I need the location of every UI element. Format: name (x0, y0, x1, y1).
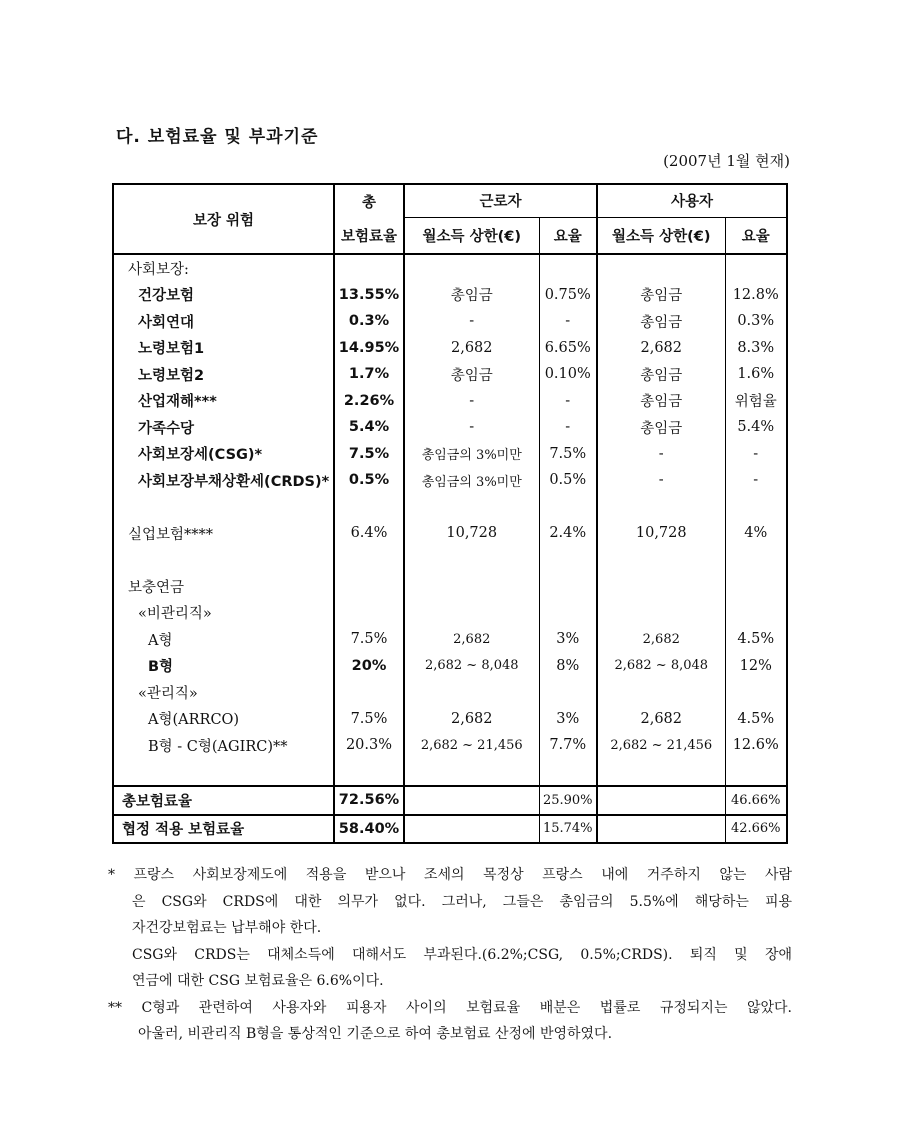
row-worker-cap: 총임금 (404, 361, 539, 388)
row-name: A형(ARRCO) (148, 712, 240, 729)
row-name: 협정 적용 보험료율 (113, 815, 334, 844)
row-worker-cap: 2,682 ~ 21,456 (404, 732, 539, 759)
row-worker-cap (404, 815, 539, 844)
table-row (113, 626, 787, 653)
social-rows (113, 282, 787, 494)
row-total: 6.4% (334, 520, 404, 547)
row-name: 사회보장부채상환세(CRDS)* (138, 473, 330, 490)
row-employer-rate: - (725, 441, 787, 468)
table-row (113, 414, 787, 441)
note-1-line-5: 연금에 대한 CSG 보험료율은 6.6%이다. (132, 973, 384, 989)
section-heading: 다. 보험료율 및 부과기준 (116, 127, 319, 147)
row-name: 노령보험1 (138, 341, 205, 358)
row-total: 2.26% (334, 388, 404, 415)
row-total: 0.3% (334, 308, 404, 335)
manager-rows (113, 706, 787, 759)
pension-title: 보충연금 (128, 579, 185, 596)
row-name: 노령보험2 (138, 367, 205, 384)
row-worker-rate: 7.5% (539, 441, 597, 468)
row-name: 사회연대 (138, 314, 195, 331)
row-name: 건강보험 (138, 288, 195, 305)
row-employer-cap: 2,682 (597, 706, 725, 733)
row-employer-rate: 1.6% (725, 361, 787, 388)
row-name: 산업재해*** (138, 394, 217, 411)
row-employer-rate: 5.4% (725, 414, 787, 441)
row-employer-cap: 총임금 (597, 282, 725, 309)
row-employer-cap (597, 786, 725, 815)
table-row (113, 282, 787, 309)
row-employer-rate: - (725, 467, 787, 494)
note-1-line-2: 은 CSG와 CRDS에 대한 의무가 없다. 그러나, 그들은 총임금의 5.5%에 해당하는 피용 (132, 893, 792, 910)
row-employer-rate: 12.8% (725, 282, 787, 309)
row-worker-rate: 8% (539, 653, 597, 680)
table-row (113, 335, 787, 362)
row-worker-cap: - (404, 414, 539, 441)
row-employer-rate: 12% (725, 653, 787, 680)
row-total: 1.7% (334, 361, 404, 388)
row-worker-cap (404, 786, 539, 815)
table-row (113, 441, 787, 468)
table-row (113, 653, 787, 680)
row-total: 7.5% (334, 626, 404, 653)
row-employer-cap: 2,682 ~ 8,048 (597, 653, 725, 680)
footnotes (108, 862, 792, 1048)
row-worker-rate: 15.74% (539, 815, 597, 844)
contribution-rate-table (112, 183, 788, 844)
row-worker-cap: 총임금의 3%미만 (404, 467, 539, 494)
row-worker-rate: - (539, 414, 597, 441)
header-worker-cap: 월소득 상한(€) (404, 217, 539, 254)
social-title: 사회보장: (113, 254, 334, 282)
row-employer-rate: 8.3% (725, 335, 787, 362)
row-worker-cap: - (404, 388, 539, 415)
row-name: 가족수당 (138, 420, 195, 437)
row-employer-rate: 12.6% (725, 732, 787, 759)
table-row (113, 467, 787, 494)
header-employer: 사용자 (597, 184, 787, 217)
row-worker-rate: 0.10% (539, 361, 597, 388)
row-employer-cap: - (597, 467, 725, 494)
row-worker-rate: 6.65% (539, 335, 597, 362)
row-employer-rate: 4% (725, 520, 787, 547)
row-employer-cap (597, 815, 725, 844)
row-name: 총보험료율 (113, 786, 334, 815)
row-total: 0.5% (334, 467, 404, 494)
table-row (113, 308, 787, 335)
note-2-line-2: 아울러, 비관리직 B형을 통상적인 기준으로 하여 총보험료 산정에 반영하였다. (138, 1026, 613, 1042)
note-1-line-3: 자건강보험료는 납부해야 한다. (132, 920, 322, 936)
row-total: 58.40% (334, 815, 404, 844)
header-total-2: 보험료율 (334, 217, 404, 254)
row-worker-rate: - (539, 388, 597, 415)
row-worker-rate: 7.7% (539, 732, 597, 759)
row-employer-cap: - (597, 441, 725, 468)
row-employer-cap: 총임금 (597, 308, 725, 335)
row-worker-rate: 25.90% (539, 786, 597, 815)
row-total: 14.95% (334, 335, 404, 362)
agreed-rate-row (113, 815, 787, 844)
note-2-line-1: ** C형과 관련하여 사용자와 피용자 사이의 보험료율 배분은 법률로 규정되지는 않았다. (108, 999, 792, 1016)
row-total: 20.3% (334, 732, 404, 759)
row-employer-cap: 총임금 (597, 388, 725, 415)
header-risk: 보장 위험 (192, 212, 255, 229)
row-employer-rate: 4.5% (725, 626, 787, 653)
row-employer-rate: 46.66% (725, 786, 787, 815)
row-worker-cap: 2,682 ~ 8,048 (404, 653, 539, 680)
table-row (113, 520, 787, 547)
header-worker: 근로자 (404, 184, 597, 217)
manager-title: «관리직» (138, 685, 198, 702)
header-employer-cap: 월소득 상한(€) (597, 217, 725, 254)
note-1-line-1: * 프랑스 사회보장제도에 적용을 받으나 조세의 목정상 프랑스 내에 거주하지 않는 사람 (108, 867, 792, 883)
row-employer-cap: 2,682 (597, 626, 725, 653)
row-employer-cap: 2,682 ~ 21,456 (597, 732, 725, 759)
row-worker-rate: 3% (539, 706, 597, 733)
row-name: 사회보장세(CSG)* (138, 447, 263, 464)
row-total: 7.5% (334, 706, 404, 733)
row-worker-cap: 2,682 (404, 335, 539, 362)
row-worker-rate: 3% (539, 626, 597, 653)
row-worker-cap: 2,682 (404, 706, 539, 733)
row-employer-cap: 총임금 (597, 361, 725, 388)
header-employer-rate: 요율 (725, 217, 787, 254)
row-total: 7.5% (334, 441, 404, 468)
note-1-line-4: CSG와 CRDS는 대체소득에 대해서도 부과된다.(6.2%;CSG, 0.5%;CRDS). 퇴직 및 장애 (132, 946, 792, 963)
non-manager-rows (113, 626, 787, 679)
row-employer-cap: 10,728 (597, 520, 725, 547)
row-total: 20% (334, 653, 404, 680)
row-total: 72.56% (334, 786, 404, 815)
row-employer-rate: 42.66% (725, 815, 787, 844)
row-worker-rate: 0.75% (539, 282, 597, 309)
row-total: 13.55% (334, 282, 404, 309)
table-row (113, 361, 787, 388)
row-worker-rate: 2.4% (539, 520, 597, 547)
non-manager-title: «비관리직» (138, 606, 212, 623)
row-worker-cap: 2,682 (404, 626, 539, 653)
row-name: 실업보험**** (128, 526, 214, 543)
row-worker-rate: - (539, 308, 597, 335)
row-employer-rate: 0.3% (725, 308, 787, 335)
row-worker-rate: 0.5% (539, 467, 597, 494)
row-worker-cap: 10,728 (404, 520, 539, 547)
row-worker-cap: 총임금 (404, 282, 539, 309)
row-employer-rate: 4.5% (725, 706, 787, 733)
table-row (113, 706, 787, 733)
header-worker-rate: 요율 (539, 217, 597, 254)
total-rows (113, 786, 787, 843)
date-note: (2007년 1월 현재) (663, 152, 790, 170)
table-row (113, 388, 787, 415)
row-worker-cap: 총임금의 3%미만 (404, 441, 539, 468)
row-employer-cap: 총임금 (597, 414, 725, 441)
table-row (113, 732, 787, 759)
total-rate-row (113, 786, 787, 815)
row-name: B형 (148, 659, 174, 676)
header-total-1: 총 (334, 184, 404, 217)
row-name: B형 - C형(AGIRC)** (148, 738, 288, 755)
row-total: 5.4% (334, 414, 404, 441)
row-name: A형 (148, 632, 173, 649)
row-employer-cap: 2,682 (597, 335, 725, 362)
row-employer-rate: 위험율 (725, 388, 787, 415)
row-worker-cap: - (404, 308, 539, 335)
